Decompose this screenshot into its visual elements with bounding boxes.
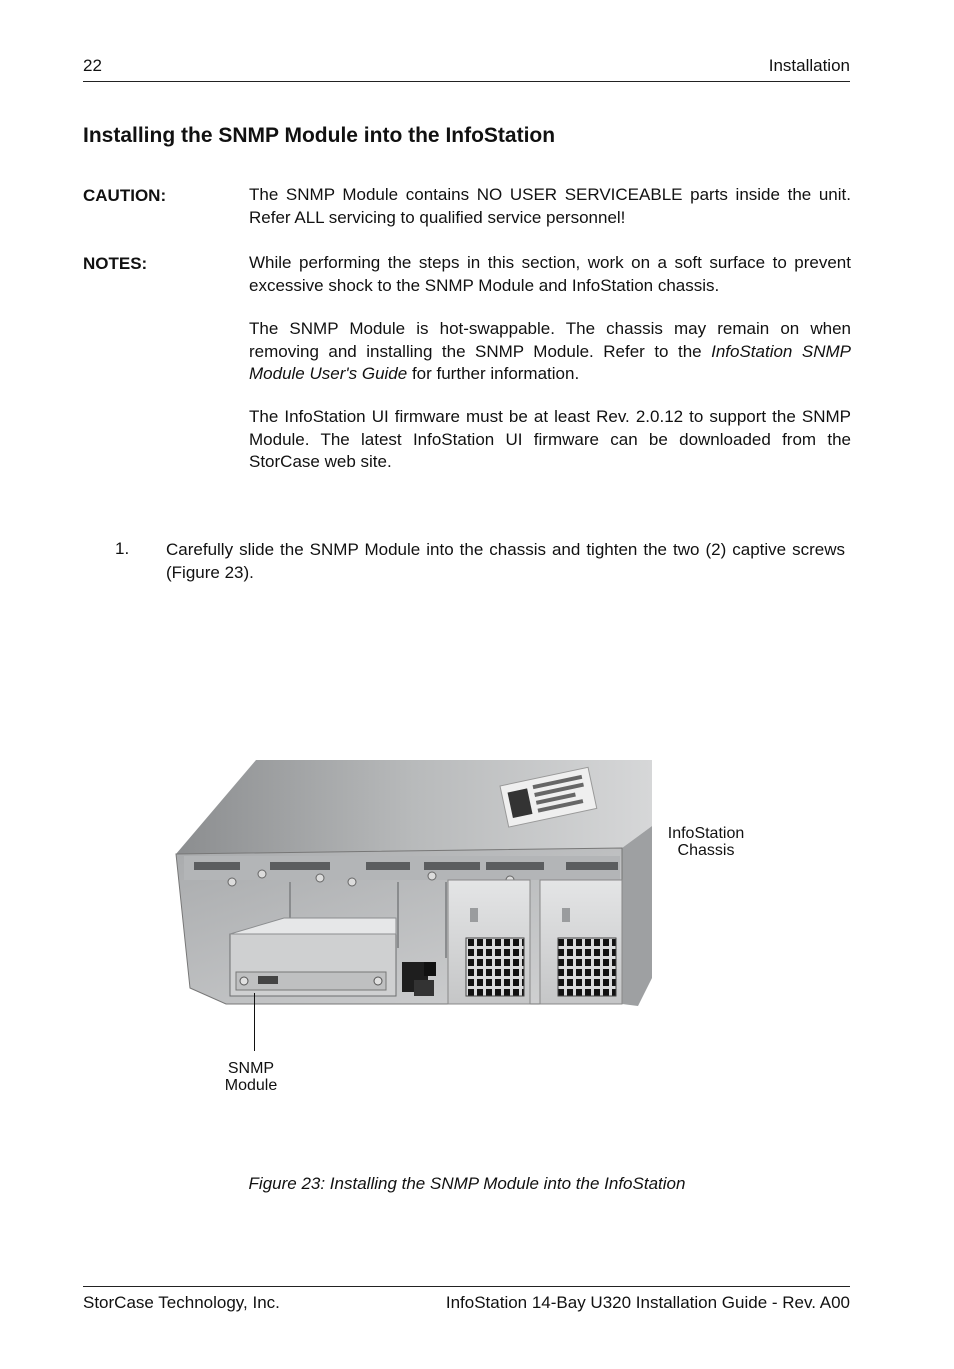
header-rule <box>83 81 850 82</box>
step-number: 1. <box>115 539 130 558</box>
caution-label: CAUTION: <box>83 186 167 205</box>
page-number: 22 <box>83 56 102 75</box>
notes-label: NOTES: <box>83 254 148 273</box>
callout-snmp-module <box>201 1060 301 1094</box>
infostation-chassis-photo <box>170 758 654 1010</box>
callout-infostation-chassis <box>656 825 756 859</box>
note-paragraph-3: The InfoStation UI firmware must be at least Rev. 2.0.12 to support the SNMP Module. The latest InfoStation UI firmware can be downloaded from the StorCase web site. <box>249 407 851 471</box>
note-paragraph-1: While performing the steps in this section, work on a soft surface to prevent excessive shock to the SNMP Module and InfoStation chassis. <box>249 253 851 295</box>
section-title: Installing the SNMP Module into the InfoStation <box>83 124 556 147</box>
callout-module-line-2: Module <box>224 1077 278 1094</box>
figure-caption: Figure 23: Installing the SNMP Module into the InfoStation <box>248 1174 686 1193</box>
step-text: Carefully slide the SNMP Module into the chassis and tighten the two (2) captive screws (Figure 23). <box>166 540 845 582</box>
callout-chassis-line-1: InfoStation <box>667 825 745 842</box>
note-2-text-a: The SNMP Module is hot-swappable. The chassis may remain on when removing and installing the SNMP Module. Refer to the <box>249 319 851 361</box>
note-2-text-b: for further information. <box>407 364 580 383</box>
footer-rule <box>83 1286 850 1287</box>
footer-company: StorCase Technology, Inc. <box>83 1293 280 1312</box>
note-paragraph-2 <box>249 318 851 386</box>
callout-leader-line <box>254 993 255 1051</box>
callout-module-line-1: SNMP <box>227 1060 275 1077</box>
callout-chassis-line-2: Chassis <box>677 842 735 859</box>
footer-guide-title: InfoStation 14-Bay U320 Installation Guide - Rev. A00 <box>445 1293 850 1312</box>
users-guide-reference: InfoStation SNMP Module User's Guide <box>249 341 851 383</box>
caution-text: The SNMP Module contains NO USER SERVICEABLE parts inside the unit. Refer ALL servicing to qualified service personnel! <box>249 185 851 227</box>
running-header: Installation <box>768 56 850 75</box>
